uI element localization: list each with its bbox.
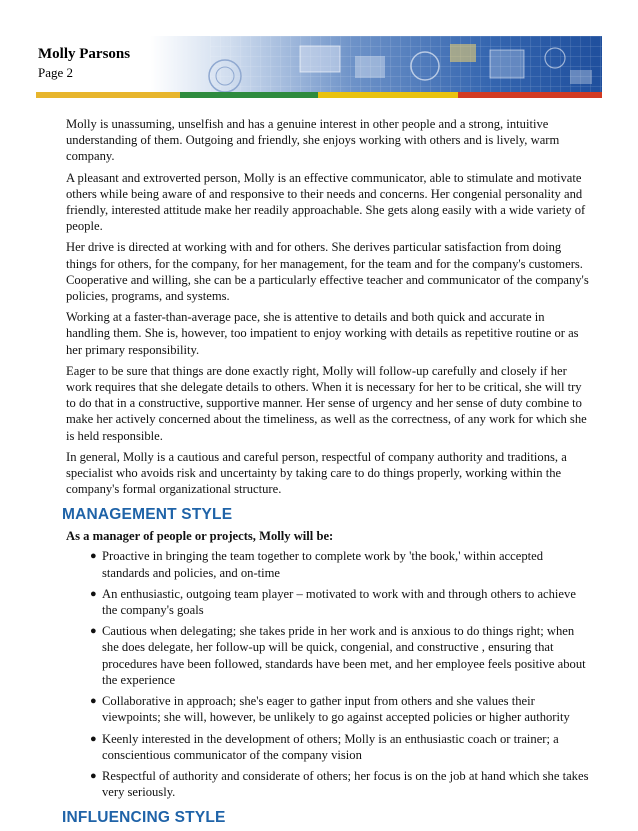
- list-item: [90, 548, 590, 580]
- paragraph: Working at a faster-than-average pace, she is attentive to details and both quick and accurate in handling them. She is, however, too impatient to enjoy working with details as repetitive routine or as her primary responsibility.: [66, 310, 579, 357]
- bullet-icon: ●: [90, 550, 97, 563]
- page-header: [0, 0, 638, 98]
- paragraph: Molly is unassuming, unselfish and has a genuine interest in other people and a strong, intuitive understanding of them. Outgoing and friendly, she enjoys working with others and is lively, warm company.: [66, 117, 560, 164]
- paragraph: A pleasant and extroverted person, Molly is an effective communicator, able to stimulate and motivate others while being aware of and responsive to their needs and concerns. Her congenial personality and friendly, interested attitude make her readily approachable. She gets along easily with a wide variety of people.: [66, 170, 586, 234]
- list-item-text: Respectful of authority and considerate of others; her focus is on the job at hand which she takes very seriously.: [102, 768, 589, 800]
- bullet-icon: ●: [90, 625, 97, 638]
- document-body: [62, 116, 590, 831]
- list-item-text: Cautious when delegating; she takes pride in her work and is anxious to do things right; when she does delegate, her follow-up will be quick, congenial, and constructive , ensuring that procedures have been followed, standards have been met, and her employee feels positive about the experience: [102, 624, 586, 687]
- stripe-green: [180, 92, 318, 98]
- list-item: [90, 693, 590, 725]
- bullet-icon: ●: [90, 769, 97, 782]
- list-item-text: An enthusiastic, outgoing team player – motivated to work with and through others to achieve the company's goals: [102, 586, 576, 618]
- stripe-red: [458, 92, 602, 98]
- list-item: [90, 731, 590, 763]
- management-lead: As a manager of people or projects, Molly will be:: [66, 529, 334, 544]
- list-item-text: Keenly interested in the development of others; Molly is an enthusiastic coach or trainer; a conscientious communicator of the company vision: [102, 731, 559, 762]
- management-list: [66, 548, 590, 800]
- header-page-number: Page 2: [38, 65, 74, 80]
- paragraph: In general, Molly is a cautious and careful person, respectful of company authority and traditions, a specialist who avoids risk and uncertainty by taking care to do things properly, working within the company's formal organizational structure.: [66, 449, 567, 497]
- paragraph: Her drive is directed at working with and for others. She derives particular satisfaction from doing things for others, for the company, for her management, for the team and for the company's customers. Cooperative and willing, she can be a particularly effective teacher and communicator of the company's policies, programs, and systems.: [66, 240, 589, 304]
- list-item-text: Collaborative in approach; she's eager to gather input from others and she values their viewpoints; she will, however, be unlikely to go against accepted policies or higher authority: [102, 694, 570, 725]
- bullet-icon: ●: [90, 587, 97, 600]
- stripe-yellow-right: [318, 92, 458, 98]
- bullet-icon: ●: [90, 732, 97, 745]
- list-item-text: Proactive in bringing the team together to complete work by 'the book,' within accepted standards and policies, and on-time: [102, 549, 543, 580]
- list-item: [90, 623, 590, 688]
- paragraph: Eager to be sure that things are done exactly right, Molly will follow-up carefully and closely if her work requires that she delegate details to others. When it is necessary for her to be critical, she will try to do that in a constructive, supportive manner. Her sense of urgency and her sense of duty combine to make her actively concerned about the timeliness, as well as the correctness, of any work for which she is held responsible.: [66, 363, 587, 443]
- management-style-heading: MANAGEMENT STYLE: [62, 506, 233, 524]
- influencing-style-heading: INFLUENCING STYLE: [62, 809, 226, 827]
- list-item: [90, 768, 590, 800]
- stripe-yellow-left: [36, 92, 180, 98]
- list-item: [90, 586, 590, 618]
- header-banner-image: [150, 36, 602, 92]
- bullet-icon: ●: [90, 695, 97, 708]
- header-person-name: Molly Parsons: [38, 46, 131, 62]
